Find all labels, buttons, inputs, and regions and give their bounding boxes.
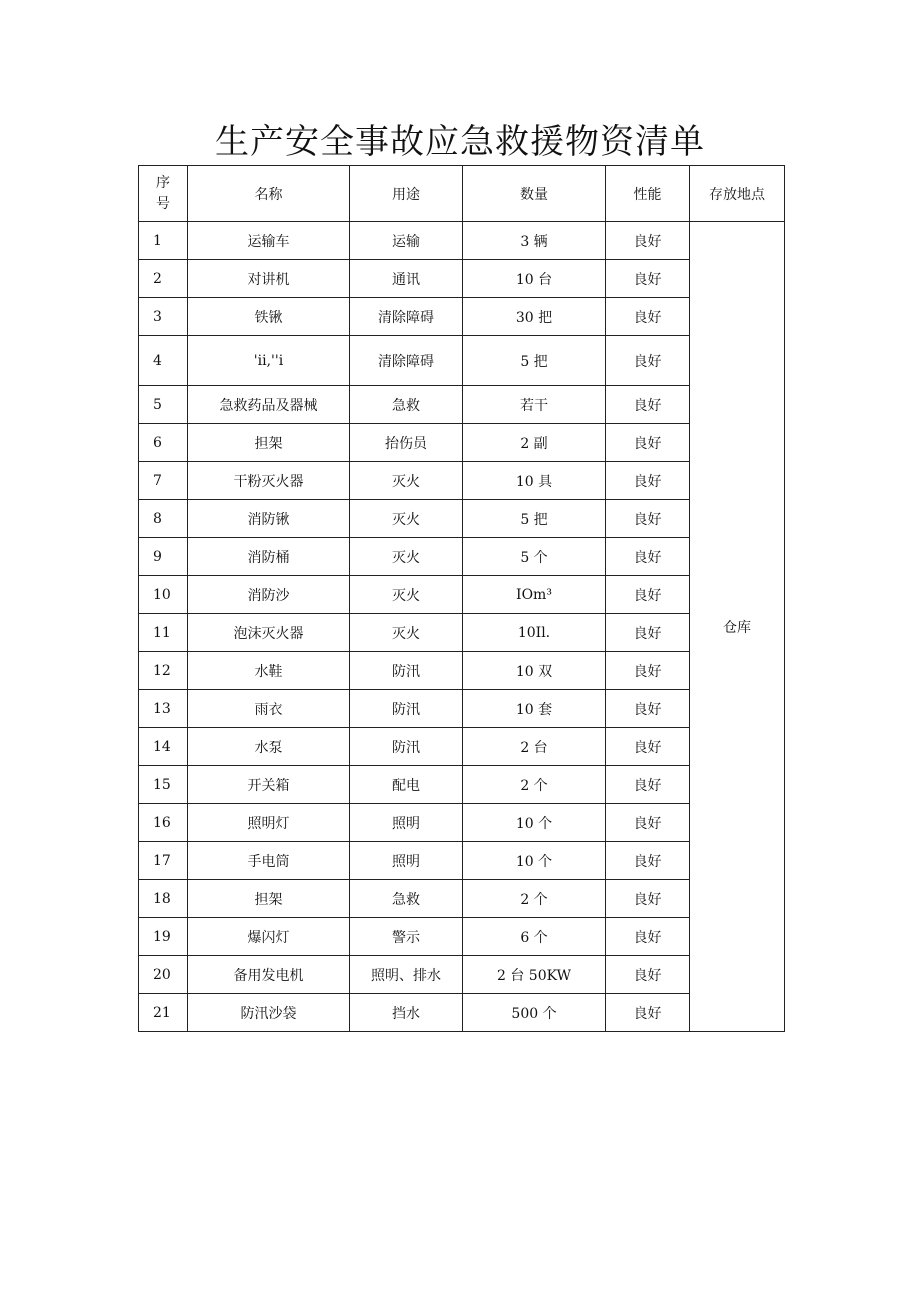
materials-table <box>138 165 785 1032</box>
table-row <box>139 766 785 804</box>
table-row <box>139 956 785 994</box>
table-row <box>139 336 785 386</box>
cell-perf: 良好 <box>606 652 690 690</box>
cell-seq: 20 <box>139 956 188 994</box>
cell-qty: IOm³ <box>463 576 606 614</box>
table-header-row <box>139 166 785 222</box>
header-qty: 数量 <box>463 166 606 222</box>
cell-seq: 19 <box>139 918 188 956</box>
cell-name: 运输车 <box>188 222 350 260</box>
cell-seq: 2 <box>139 260 188 298</box>
cell-seq: 10 <box>139 576 188 614</box>
cell-qty: 2 个 <box>463 880 606 918</box>
table-row <box>139 576 785 614</box>
cell-name: 担架 <box>188 424 350 462</box>
table-row <box>139 462 785 500</box>
cell-name: 水泵 <box>188 728 350 766</box>
cell-name: 手电筒 <box>188 842 350 880</box>
cell-name: 照明灯 <box>188 804 350 842</box>
table-row <box>139 424 785 462</box>
cell-location: 仓库 <box>690 222 785 1032</box>
table-row <box>139 690 785 728</box>
cell-qty: 5 把 <box>463 336 606 386</box>
cell-perf: 良好 <box>606 804 690 842</box>
cell-seq: 1 <box>139 222 188 260</box>
table-row <box>139 880 785 918</box>
cell-seq: 12 <box>139 652 188 690</box>
cell-use: 灭火 <box>350 614 463 652</box>
cell-seq: 3 <box>139 298 188 336</box>
cell-qty: 3 辆 <box>463 222 606 260</box>
cell-perf: 良好 <box>606 576 690 614</box>
cell-use: 照明 <box>350 842 463 880</box>
cell-perf: 良好 <box>606 880 690 918</box>
header-seq <box>139 166 188 222</box>
cell-qty: 5 个 <box>463 538 606 576</box>
cell-name: 干粉灭火器 <box>188 462 350 500</box>
header-use: 用途 <box>350 166 463 222</box>
cell-perf: 良好 <box>606 994 690 1032</box>
cell-name: 防汛沙袋 <box>188 994 350 1032</box>
cell-seq: 13 <box>139 690 188 728</box>
cell-seq: 17 <box>139 842 188 880</box>
cell-seq: 5 <box>139 386 188 424</box>
cell-qty: 2 个 <box>463 766 606 804</box>
cell-perf: 良好 <box>606 386 690 424</box>
cell-perf: 良好 <box>606 462 690 500</box>
table-body <box>139 222 785 1032</box>
cell-perf: 良好 <box>606 690 690 728</box>
cell-name: 备用发电机 <box>188 956 350 994</box>
cell-use: 配电 <box>350 766 463 804</box>
cell-perf: 良好 <box>606 500 690 538</box>
cell-name: 对讲机 <box>188 260 350 298</box>
cell-use: 清除障碍 <box>350 336 463 386</box>
cell-qty: 2 副 <box>463 424 606 462</box>
cell-use: 通讯 <box>350 260 463 298</box>
cell-name: 急救药品及器械 <box>188 386 350 424</box>
header-seq-line2: 号 <box>156 195 170 212</box>
cell-seq: 7 <box>139 462 188 500</box>
cell-use: 灭火 <box>350 576 463 614</box>
table-row <box>139 298 785 336</box>
cell-qty: 10 个 <box>463 804 606 842</box>
cell-perf: 良好 <box>606 956 690 994</box>
table-row <box>139 728 785 766</box>
cell-use: 挡水 <box>350 994 463 1032</box>
cell-name: 担架 <box>188 880 350 918</box>
header-name: 名称 <box>188 166 350 222</box>
cell-qty: 500 个 <box>463 994 606 1032</box>
cell-use: 照明 <box>350 804 463 842</box>
header-seq-line1: 序 <box>156 174 170 191</box>
cell-name: 'ii,''i <box>188 336 350 386</box>
cell-use: 灭火 <box>350 462 463 500</box>
table-row <box>139 918 785 956</box>
cell-seq: 14 <box>139 728 188 766</box>
cell-perf: 良好 <box>606 298 690 336</box>
table-row <box>139 652 785 690</box>
cell-qty: 10 双 <box>463 652 606 690</box>
cell-use: 警示 <box>350 918 463 956</box>
cell-qty: 5 把 <box>463 500 606 538</box>
cell-seq: 9 <box>139 538 188 576</box>
cell-name: 爆闪灯 <box>188 918 350 956</box>
cell-perf: 良好 <box>606 424 690 462</box>
cell-qty: 10 套 <box>463 690 606 728</box>
cell-qty: 2 台 50KW <box>463 956 606 994</box>
table-row <box>139 842 785 880</box>
cell-seq: 15 <box>139 766 188 804</box>
cell-qty: 10 个 <box>463 842 606 880</box>
cell-seq: 16 <box>139 804 188 842</box>
cell-qty: 6 个 <box>463 918 606 956</box>
cell-qty: 10Il. <box>463 614 606 652</box>
cell-perf: 良好 <box>606 918 690 956</box>
cell-name: 铁锹 <box>188 298 350 336</box>
cell-seq: 18 <box>139 880 188 918</box>
cell-use: 防汛 <box>350 690 463 728</box>
table-row <box>139 538 785 576</box>
cell-perf: 良好 <box>606 538 690 576</box>
cell-use: 急救 <box>350 880 463 918</box>
table-row <box>139 386 785 424</box>
page-title: 生产安全事故应急救援物资清单 <box>215 122 705 162</box>
cell-perf: 良好 <box>606 222 690 260</box>
cell-name: 泡沫灭火器 <box>188 614 350 652</box>
cell-use: 防汛 <box>350 652 463 690</box>
cell-name: 消防沙 <box>188 576 350 614</box>
header-perf: 性能 <box>606 166 690 222</box>
cell-perf: 良好 <box>606 336 690 386</box>
cell-seq: 8 <box>139 500 188 538</box>
table-row <box>139 614 785 652</box>
cell-perf: 良好 <box>606 842 690 880</box>
cell-seq: 21 <box>139 994 188 1032</box>
table-row <box>139 260 785 298</box>
cell-use: 灭火 <box>350 500 463 538</box>
cell-qty: 10 台 <box>463 260 606 298</box>
cell-use: 清除障碍 <box>350 298 463 336</box>
cell-perf: 良好 <box>606 614 690 652</box>
cell-qty: 2 台 <box>463 728 606 766</box>
cell-qty: 30 把 <box>463 298 606 336</box>
cell-seq: 11 <box>139 614 188 652</box>
table-row <box>139 804 785 842</box>
cell-use: 灭火 <box>350 538 463 576</box>
cell-name: 开关箱 <box>188 766 350 804</box>
cell-seq: 4 <box>139 336 188 386</box>
cell-name: 消防锹 <box>188 500 350 538</box>
header-location: 存放地点 <box>690 166 785 222</box>
cell-name: 雨衣 <box>188 690 350 728</box>
table-row <box>139 500 785 538</box>
cell-qty: 10 具 <box>463 462 606 500</box>
cell-perf: 良好 <box>606 766 690 804</box>
cell-name: 消防桶 <box>188 538 350 576</box>
cell-use: 运输 <box>350 222 463 260</box>
cell-qty: 若干 <box>463 386 606 424</box>
table-row <box>139 994 785 1032</box>
cell-use: 防汛 <box>350 728 463 766</box>
cell-perf: 良好 <box>606 728 690 766</box>
cell-seq: 6 <box>139 424 188 462</box>
cell-use: 照明、排水 <box>350 956 463 994</box>
table-row <box>139 222 785 260</box>
cell-use: 急救 <box>350 386 463 424</box>
cell-perf: 良好 <box>606 260 690 298</box>
cell-name: 水鞋 <box>188 652 350 690</box>
cell-use: 抬伤员 <box>350 424 463 462</box>
